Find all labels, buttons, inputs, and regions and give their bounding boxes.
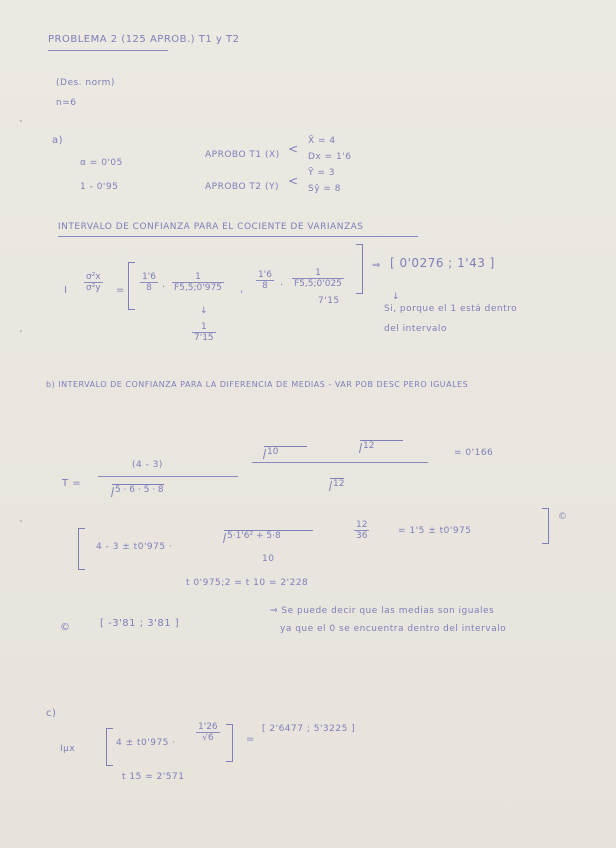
mean-diff-heading: b) INTERVALO DE CONFIANZA PARA LA DIFERENCIA DE MEDIAS - VAR POB DESC PERO IGUALES	[46, 380, 469, 389]
ratio-numerator: σ²x	[86, 272, 101, 282]
t-statistic-label: T =	[62, 478, 82, 489]
c-equals: =	[246, 734, 255, 745]
b-left-bracket	[78, 528, 85, 570]
heading-underline	[58, 236, 418, 237]
times-sign: ·	[162, 282, 166, 293]
under-value: 7'15	[318, 296, 340, 306]
c-right-bracket	[226, 724, 233, 762]
right-bracket	[356, 244, 363, 294]
left-bracket	[128, 262, 135, 310]
c-expression: 4 ± t0'975 ·	[116, 738, 176, 748]
mean-interval-symbol: Iμx	[60, 744, 76, 754]
fraction-2b-den: F5,5;0'025	[294, 279, 342, 289]
part-a-label: a)	[52, 135, 64, 146]
conclusion-b-line-1: ⇒ Se puede decir que las medias son iguales	[270, 606, 495, 616]
fraction-2b-num: 1	[292, 268, 344, 279]
times-sign-2: ·	[280, 280, 284, 291]
b-result-mark: ©	[60, 622, 71, 633]
ratio-result: [ 0'0276 ; 1'43 ]	[390, 256, 495, 270]
big-root-den: 12	[330, 478, 344, 489]
fraction-1b-num: 1	[172, 272, 224, 283]
conclusion-b-line-2: ya que el 0 se encuentra dentro del intervalo	[280, 624, 507, 634]
interval-symbol: I	[64, 285, 68, 296]
conclusion-a-line-1: Si, porque el 1 está dentro	[384, 304, 518, 314]
fraction-2b	[292, 268, 344, 289]
fraction-2-den: 8	[262, 281, 268, 291]
b-row2-end: = 1'5 ± t0'975	[398, 526, 472, 536]
separator-comma: ,	[240, 284, 244, 295]
c-frac-den: √6	[202, 733, 214, 743]
b-t-table-note: t 0'975;2 = t 10 = 2'228	[186, 578, 309, 588]
margin-dot	[20, 120, 22, 122]
b-row2-frac-den: 36	[356, 531, 368, 541]
c-fraction	[196, 722, 220, 743]
brace-2-icon: <	[288, 174, 299, 188]
down-arrow-icon-2: ↓	[392, 292, 401, 302]
mean-interval-result: [ 2'6477 ; 5'3225 ]	[262, 724, 356, 734]
big-root-b: 12	[360, 440, 403, 451]
fraction-1-den: 8	[146, 283, 152, 293]
problem-title: PROBLEMA 2 (125 APROB.) T1 y T2	[48, 34, 240, 45]
equals-sign: =	[116, 285, 125, 296]
t-fraction-bar	[98, 476, 238, 477]
c-t-note: t 15 = 2'571	[122, 772, 185, 782]
b-row2-frac-num: 12	[356, 520, 368, 530]
fraction-2	[256, 270, 274, 291]
intro-line-2: n=6	[56, 98, 77, 108]
b-row2-root-den: 10	[262, 554, 275, 564]
implies-arrow: ⇒	[372, 260, 381, 271]
population-1-dev: Dx = 1'6	[308, 152, 352, 162]
t-denominator-root: 5 · 6 · 5 · 8	[112, 484, 164, 495]
c-frac-num: 1'26	[198, 722, 218, 732]
variance-ratio	[84, 272, 103, 293]
b-row2-root-num: 5·1'6² + 5·8	[224, 530, 313, 541]
under-fraction-den: 7'15	[194, 333, 214, 343]
population-1-mean: X̄ = 4	[308, 136, 336, 146]
brace-1-icon: <	[288, 142, 299, 156]
fraction-1-num: 1'6	[142, 272, 156, 282]
population-2-dev: Sŷ = 8	[308, 184, 342, 194]
big-fraction-bar	[252, 462, 428, 463]
down-arrow-icon: ↓	[200, 306, 209, 316]
population-1-label: APROBO T1 (X)	[205, 150, 280, 160]
mean-diff-result: [ -3'81 ; 3'81 ]	[100, 618, 180, 629]
under-fraction-num: 1	[192, 322, 216, 333]
population-2-mean: Ȳ = 3	[308, 168, 335, 178]
confidence-value: 1 - 0'95	[80, 182, 119, 192]
b-right-bracket	[542, 508, 549, 544]
big-root-a: 10	[264, 446, 307, 457]
variance-ratio-heading: INTERVALO DE CONFIANZA PARA EL COCIENTE DE VARIANZAS	[58, 222, 364, 232]
margin-dot	[20, 330, 22, 332]
b-row2-fraction	[354, 520, 369, 541]
population-2-label: APROBO T2 (Y)	[205, 182, 279, 192]
title-underline	[48, 50, 168, 51]
b-row2-start: 4 - 3 ± t0'975 ·	[96, 542, 173, 552]
fraction-1b-den: F5,5;0'975	[174, 283, 222, 293]
conclusion-a-line-2: del intervalo	[384, 324, 447, 334]
intro-line-1: (Des. norm)	[56, 78, 115, 88]
c-left-bracket	[106, 728, 113, 766]
margin-dot	[20, 520, 22, 522]
t-result: = 0'166	[454, 448, 494, 458]
alpha-value: α = 0'05	[80, 158, 123, 168]
under-fraction	[192, 322, 216, 343]
ratio-denominator: σ²y	[86, 283, 101, 293]
b-circle-mark: ©	[558, 512, 568, 522]
part-c-label: c)	[46, 708, 57, 719]
t-numerator: (4 - 3)	[132, 460, 163, 470]
fraction-1b	[172, 272, 224, 293]
fraction-1	[140, 272, 158, 293]
fraction-2-num: 1'6	[258, 270, 272, 280]
